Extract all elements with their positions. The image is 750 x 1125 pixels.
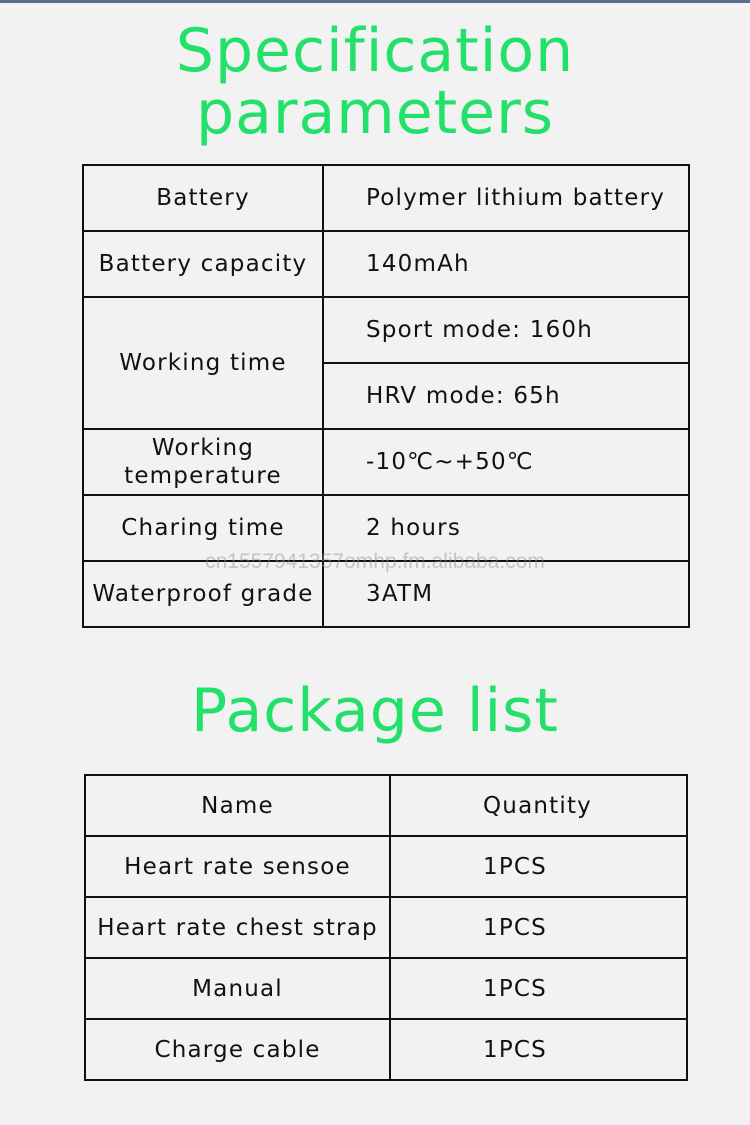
spec-title-line1: Specification: [175, 16, 575, 86]
table-row: [83, 231, 689, 297]
spec-value: -10℃~+50℃: [323, 429, 689, 495]
table-row: [83, 429, 689, 495]
table-row: [85, 958, 687, 1019]
table-row: [83, 297, 689, 363]
item-name: Manual: [85, 958, 390, 1019]
header-name: Name: [85, 775, 390, 836]
table-row: [85, 836, 687, 897]
spec-value: 3ATM: [323, 561, 689, 627]
spec-value: Polymer lithium battery: [323, 165, 689, 231]
item-name: Heart rate sensoe: [85, 836, 390, 897]
item-quantity: 1PCS: [390, 1019, 687, 1080]
spec-key: Waterproof grade: [83, 561, 323, 627]
package-table: [84, 774, 688, 1081]
spec-key: Charing time: [83, 495, 323, 561]
spec-key-line2: temperature: [124, 463, 282, 489]
spec-value: HRV mode: 65h: [323, 363, 689, 429]
item-quantity: 1PCS: [390, 897, 687, 958]
item-name: Heart rate chest strap: [85, 897, 390, 958]
header-quantity: Quantity: [390, 775, 687, 836]
watermark-text: cn1557941357omhp.fm.alibaba.com: [205, 550, 545, 573]
item-name: Charge cable: [85, 1019, 390, 1080]
table-header-row: [85, 775, 687, 836]
spec-key: Battery capacity: [83, 231, 323, 297]
spec-value: Sport mode: 160h: [323, 297, 689, 363]
table-row: [83, 165, 689, 231]
spec-title-line2: parameters: [195, 78, 555, 148]
spec-key: Battery: [83, 165, 323, 231]
spec-value: 2 hours: [323, 495, 689, 561]
table-row: [85, 897, 687, 958]
spec-key: [83, 429, 323, 495]
spec-title: [0, 16, 750, 148]
item-quantity: 1PCS: [390, 958, 687, 1019]
spec-key: Working time: [83, 297, 323, 429]
item-quantity: 1PCS: [390, 836, 687, 897]
spec-value: 140mAh: [323, 231, 689, 297]
top-border-line: [0, 0, 750, 3]
package-title: Package list: [191, 676, 559, 746]
table-row: [85, 1019, 687, 1080]
spec-key-line1: Working: [151, 435, 255, 461]
